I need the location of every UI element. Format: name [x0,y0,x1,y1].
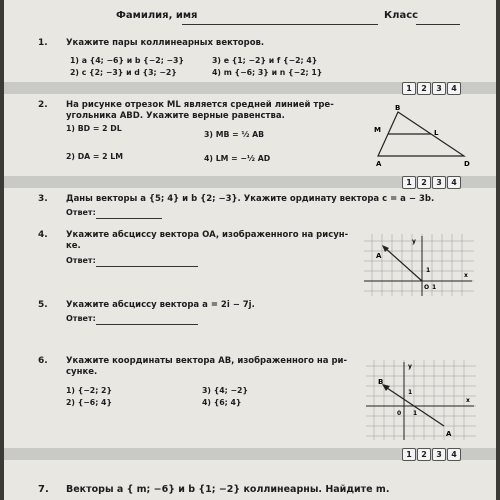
option-4[interactable]: 4) m {−6; 3} и n {−2; 1} [212,68,323,77]
label-x: x [464,272,468,279]
task-number: 7. [38,484,49,495]
label-one-y: 1 [426,267,431,274]
task-question: Укажите пары коллинеарных векторов. [66,38,265,48]
option-1[interactable]: 1) {−2; 2} [66,386,113,395]
option-2[interactable]: 2) c {2; −3} и d {3; −2} [70,68,177,77]
task-question: Укажите абсциссу вектора a = 2i − 7j. [66,300,255,310]
vector-oa [384,247,422,281]
label-one-x: 1 [432,284,437,291]
label-x: x [466,397,470,404]
option-3[interactable]: 3) MB = ½ AB [204,130,265,139]
task-question-line2: ке. [66,241,81,251]
answer-box-4[interactable]: 4 [447,448,461,461]
class-field[interactable] [416,24,460,25]
task-number: 2. [38,100,48,110]
answer-boxes [402,448,461,461]
option-2[interactable]: 2) DA = 2 LM [66,152,124,161]
task-question-line2: угольника ABD. Укажите верные равенства. [66,111,285,121]
task-number: 1. [38,38,48,48]
label-one-x: 1 [413,410,418,417]
graph-grid [364,234,474,296]
option-4[interactable]: 4) {6; 4} [202,398,242,407]
answer-field[interactable] [96,324,198,325]
label-b: B [395,104,401,112]
answer-field[interactable] [96,266,198,267]
task-question-line1: Укажите координаты вектора AB, изображенного на ри- [66,356,348,366]
task-question: Векторы a { m; −6} и b {1; −2} коллинеарны. Найдите m. [66,484,390,495]
answer-label: Ответ: [66,314,96,323]
coordinate-graph [366,360,476,440]
answer-box-2[interactable]: 2 [417,448,431,461]
task-question-line1: На рисунке отрезок ML является средней линией тре- [66,100,334,110]
class-label: Класс [384,10,419,21]
label-one-y: 1 [408,389,413,396]
label-y: y [412,238,416,245]
option-3[interactable]: 3) {4; −2} [202,386,249,395]
graph-grid [366,360,476,440]
answer-label: Ответ: [66,208,96,217]
name-field[interactable] [182,24,378,25]
label-o: O [424,284,430,291]
answer-box-1[interactable]: 1 [402,448,416,461]
label-y: y [408,363,412,370]
label-a: A [446,430,452,438]
task-number: 3. [38,194,48,204]
label-l: L [434,129,439,137]
triangle-figure [364,102,476,170]
task-question: Даны векторы a {5; 4} и b {2; −3}. Укажите ординату вектора c = a − 3b. [66,194,435,204]
answer-label: Ответ: [66,256,96,265]
name-label: Фамилия, имя [116,10,198,21]
option-4[interactable]: 4) LM = −½ AD [204,154,271,163]
option-1[interactable]: 1) a {4; −6} и b {−2; −3} [70,56,185,65]
label-a: A [376,252,382,260]
answer-box-3[interactable]: 3 [432,82,446,95]
answer-field[interactable] [96,218,162,219]
label-b: B [378,378,384,386]
worksheet-page [4,0,496,500]
label-m: M [374,126,381,134]
answer-box-2[interactable]: 2 [417,176,431,189]
label-d: D [464,160,470,168]
task-number: 4. [38,230,48,240]
label-a: A [376,160,382,168]
option-3[interactable]: 3) e {1; −2} и f {−2; 4} [212,56,318,65]
option-1[interactable]: 1) BD = 2 DL [66,124,122,133]
answer-box-3[interactable]: 3 [432,176,446,189]
answer-box-4[interactable]: 4 [447,176,461,189]
answer-boxes [402,82,461,95]
task-question-line1: Укажите абсциссу вектора OA, изображенного на рисун- [66,230,349,240]
answer-box-1[interactable]: 1 [402,176,416,189]
answer-box-4[interactable]: 4 [447,82,461,95]
label-zero: 0 [397,410,402,417]
header [4,4,496,28]
option-2[interactable]: 2) {−6; 4} [66,398,113,407]
task-question-line2: сунке. [66,367,98,377]
task-number: 6. [38,356,48,366]
task-number: 5. [38,300,48,310]
answer-box-3[interactable]: 3 [432,448,446,461]
coordinate-graph [364,234,474,296]
answer-boxes [402,176,461,189]
answer-box-1[interactable]: 1 [402,82,416,95]
answer-box-2[interactable]: 2 [417,82,431,95]
